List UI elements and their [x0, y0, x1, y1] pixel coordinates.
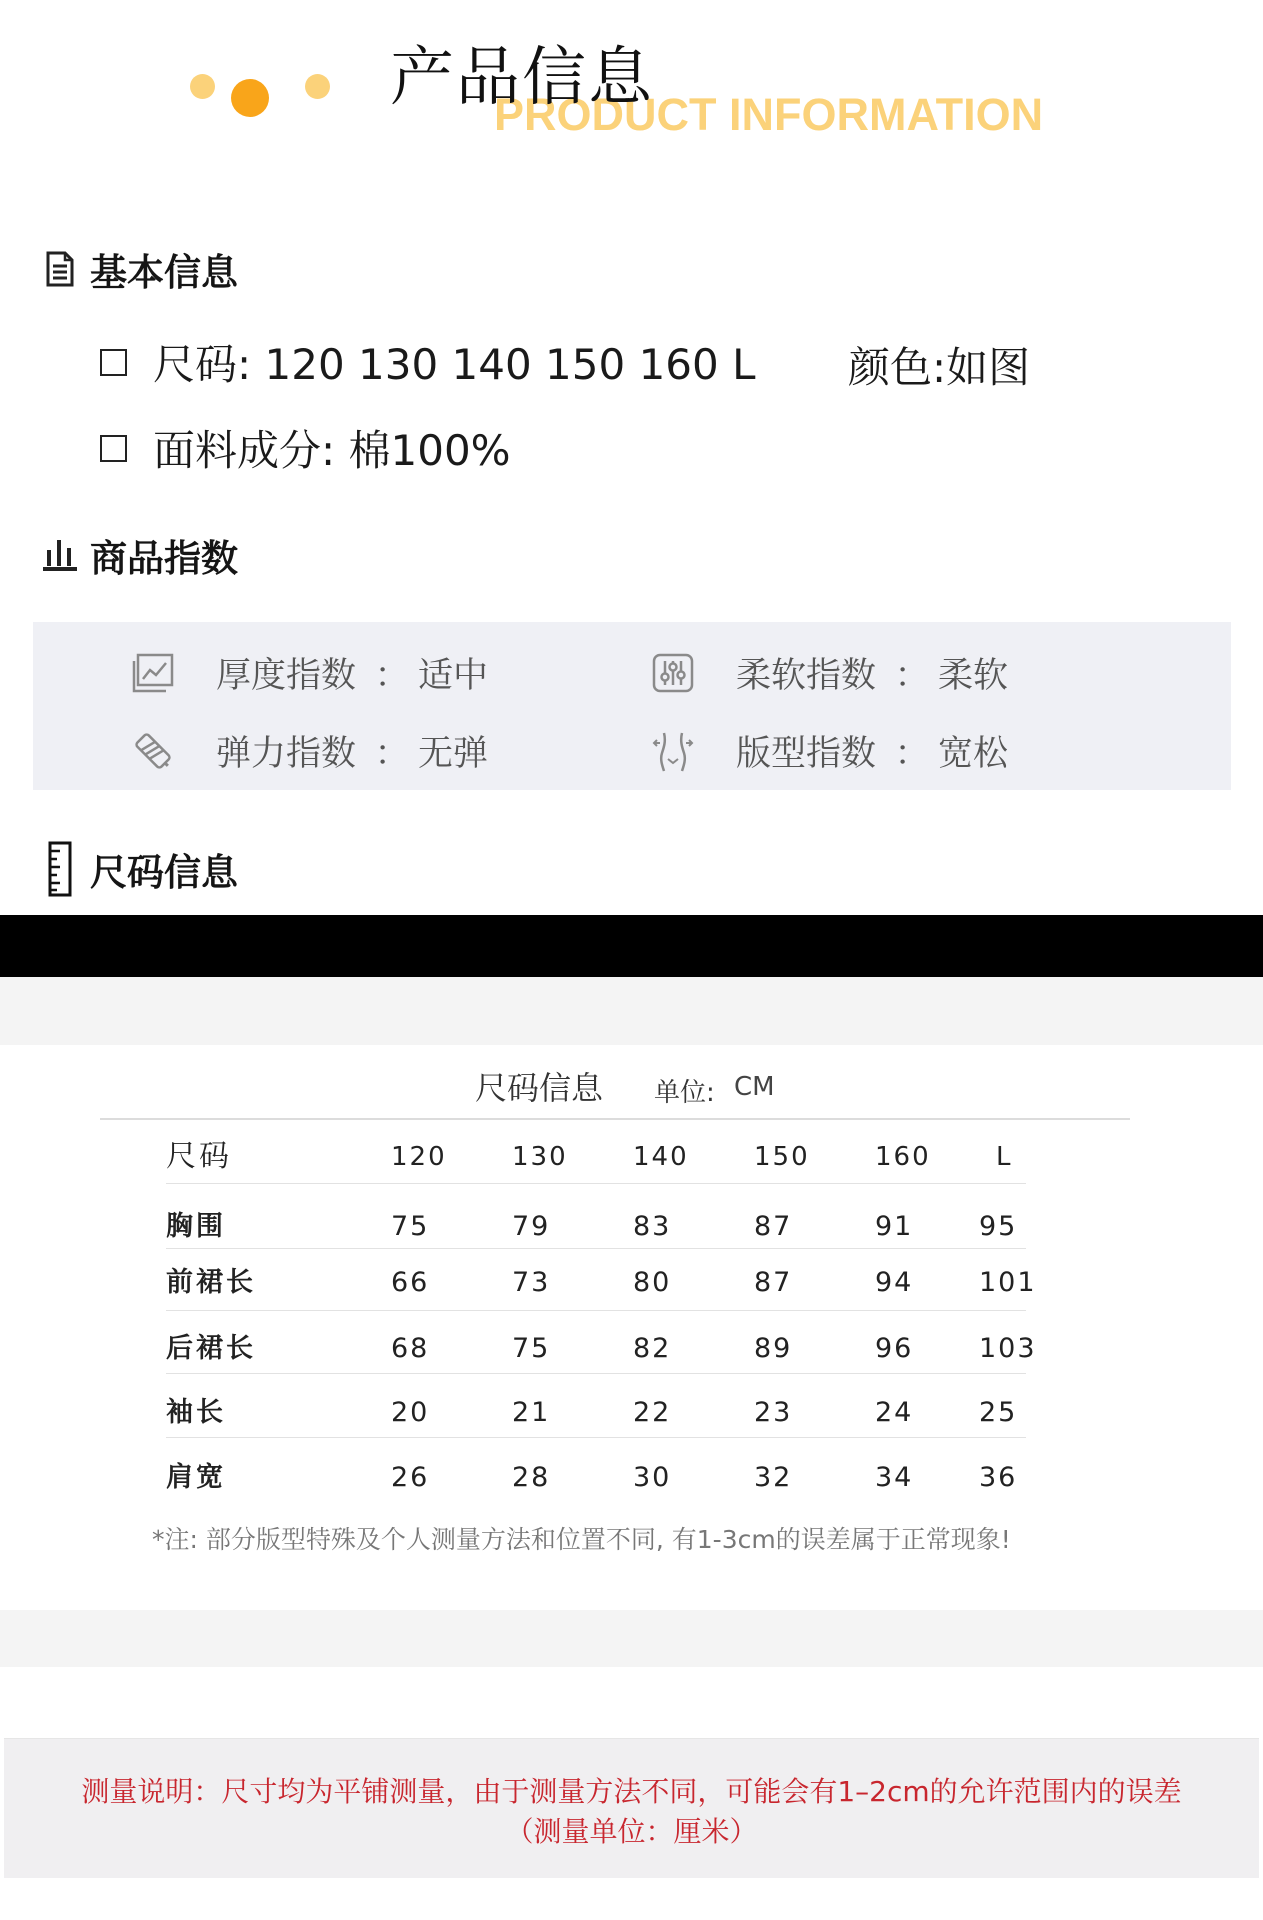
header-label: 尺码	[166, 1139, 232, 1174]
row-label: 胸围	[166, 1211, 226, 1242]
index-value: 柔软	[938, 656, 1009, 696]
table-header-row	[166, 1134, 1026, 1180]
table-row	[166, 1204, 1026, 1250]
index-value: 适中	[418, 656, 489, 696]
fabric-line	[100, 418, 511, 478]
table-cell: 91	[875, 1211, 914, 1242]
bar-chart-icon	[42, 534, 78, 576]
size-list-line	[100, 332, 755, 392]
row-divider	[166, 1373, 1026, 1374]
table-cell: 30	[633, 1462, 672, 1493]
table-cell: 89	[754, 1333, 793, 1364]
index-item-softness	[650, 648, 1008, 698]
index-value: 宽松	[938, 734, 1009, 774]
table-cell: 34	[875, 1462, 914, 1493]
checkbox-icon	[100, 435, 127, 462]
table-cell: 22	[633, 1397, 672, 1428]
row-label: 后裙长	[166, 1333, 256, 1364]
decor-dot-small-right	[305, 74, 330, 99]
row-label: 前裙长	[166, 1267, 256, 1298]
index-separator: ：	[894, 656, 930, 696]
chart-frame-icon	[130, 650, 176, 696]
table-cell: 25	[979, 1397, 1018, 1428]
table-cell: 79	[512, 1211, 551, 1242]
body-shape-icon	[650, 728, 696, 774]
page-title-english: PRODUCT INFORMATION	[494, 89, 1044, 140]
size-table-unit-value: CM	[734, 1072, 775, 1102]
row-divider	[166, 1183, 1026, 1184]
header-cell: 140	[633, 1142, 689, 1172]
row-divider	[166, 1310, 1026, 1311]
table-cell: 21	[512, 1397, 551, 1428]
decor-dot-small-left	[190, 74, 215, 99]
index-value: 无弹	[418, 734, 489, 774]
size-table-title: 尺码信息	[475, 1069, 604, 1107]
table-cell: 75	[512, 1333, 551, 1364]
section-title: 尺码信息	[90, 851, 238, 894]
size-info-heading	[42, 844, 238, 894]
table-cell: 101	[979, 1267, 1037, 1298]
index-item-fit	[650, 726, 1008, 776]
basic-info-heading	[42, 244, 238, 294]
table-cell: 73	[512, 1267, 551, 1298]
measurement-note-line: 测量说明：尺寸均为平铺测量，由于测量方法不同，可能会有1–2cm的允许范围内的误差	[81, 1775, 1182, 1808]
header-cell: 130	[512, 1142, 568, 1172]
table-row	[166, 1390, 1026, 1436]
table-cell: 28	[512, 1462, 551, 1493]
measurement-unit-line: （测量单位：厘米）	[505, 1815, 758, 1848]
index-label: 厚度指数	[216, 656, 357, 696]
index-separator: ：	[894, 734, 930, 774]
document-icon	[42, 248, 78, 290]
decor-dot-large	[231, 79, 269, 117]
index-item-elasticity	[130, 726, 488, 776]
spring-icon	[130, 728, 176, 774]
table-cell: 26	[391, 1462, 430, 1493]
page-title: 产品信息	[390, 41, 654, 115]
table-cell: 95	[979, 1211, 1018, 1242]
row-divider	[166, 1248, 1026, 1249]
color-text: 颜色:如图	[848, 343, 1031, 392]
table-cell: 103	[979, 1333, 1037, 1364]
table-top-divider	[100, 1118, 1130, 1120]
table-row	[166, 1455, 1026, 1501]
checkbox-icon	[100, 349, 127, 376]
row-label: 肩宽	[166, 1462, 226, 1493]
row-divider	[166, 1437, 1026, 1438]
header-cell: L	[996, 1142, 1013, 1172]
product-index-heading	[42, 530, 238, 580]
section-title: 基本信息	[90, 251, 238, 294]
table-row	[166, 1260, 1037, 1306]
index-label: 版型指数	[736, 734, 877, 774]
index-item-thickness	[130, 648, 488, 698]
section-title: 商品指数	[90, 537, 238, 580]
index-separator: ：	[374, 656, 410, 696]
table-cell: 20	[391, 1397, 430, 1428]
table-cell: 23	[754, 1397, 793, 1428]
ruler-icon	[42, 848, 78, 890]
size-list-text: 尺码: 120 130 140 150 160 L	[153, 340, 756, 389]
table-cell: 96	[875, 1333, 914, 1364]
divider-bar	[0, 915, 1263, 977]
table-cell: 66	[391, 1267, 430, 1298]
index-label: 弹力指数	[216, 734, 357, 774]
table-cell: 32	[754, 1462, 793, 1493]
table-cell: 68	[391, 1333, 430, 1364]
sliders-icon	[650, 650, 696, 696]
row-label: 袖长	[166, 1397, 226, 1428]
table-cell: 94	[875, 1267, 914, 1298]
index-label: 柔软指数	[736, 656, 877, 696]
table-cell: 87	[754, 1211, 793, 1242]
table-cell: 80	[633, 1267, 672, 1298]
table-cell: 24	[875, 1397, 914, 1428]
index-separator: ：	[374, 734, 410, 774]
table-cell: 36	[979, 1462, 1018, 1493]
table-cell: 82	[633, 1333, 672, 1364]
table-cell: 75	[391, 1211, 430, 1242]
size-table-note: *注: 部分版型特殊及个人测量方法和位置不同, 有1-3cm的误差属于正常现象!	[152, 1525, 1011, 1554]
size-table-unit-label: 单位:	[654, 1078, 715, 1108]
header-cell: 160	[875, 1142, 931, 1172]
header-cell: 120	[391, 1142, 447, 1172]
table-cell: 83	[633, 1211, 672, 1242]
table-row	[166, 1326, 1037, 1372]
table-cell: 87	[754, 1267, 793, 1298]
header-cell: 150	[754, 1142, 810, 1172]
fabric-text: 面料成分: 棉100%	[153, 426, 511, 475]
